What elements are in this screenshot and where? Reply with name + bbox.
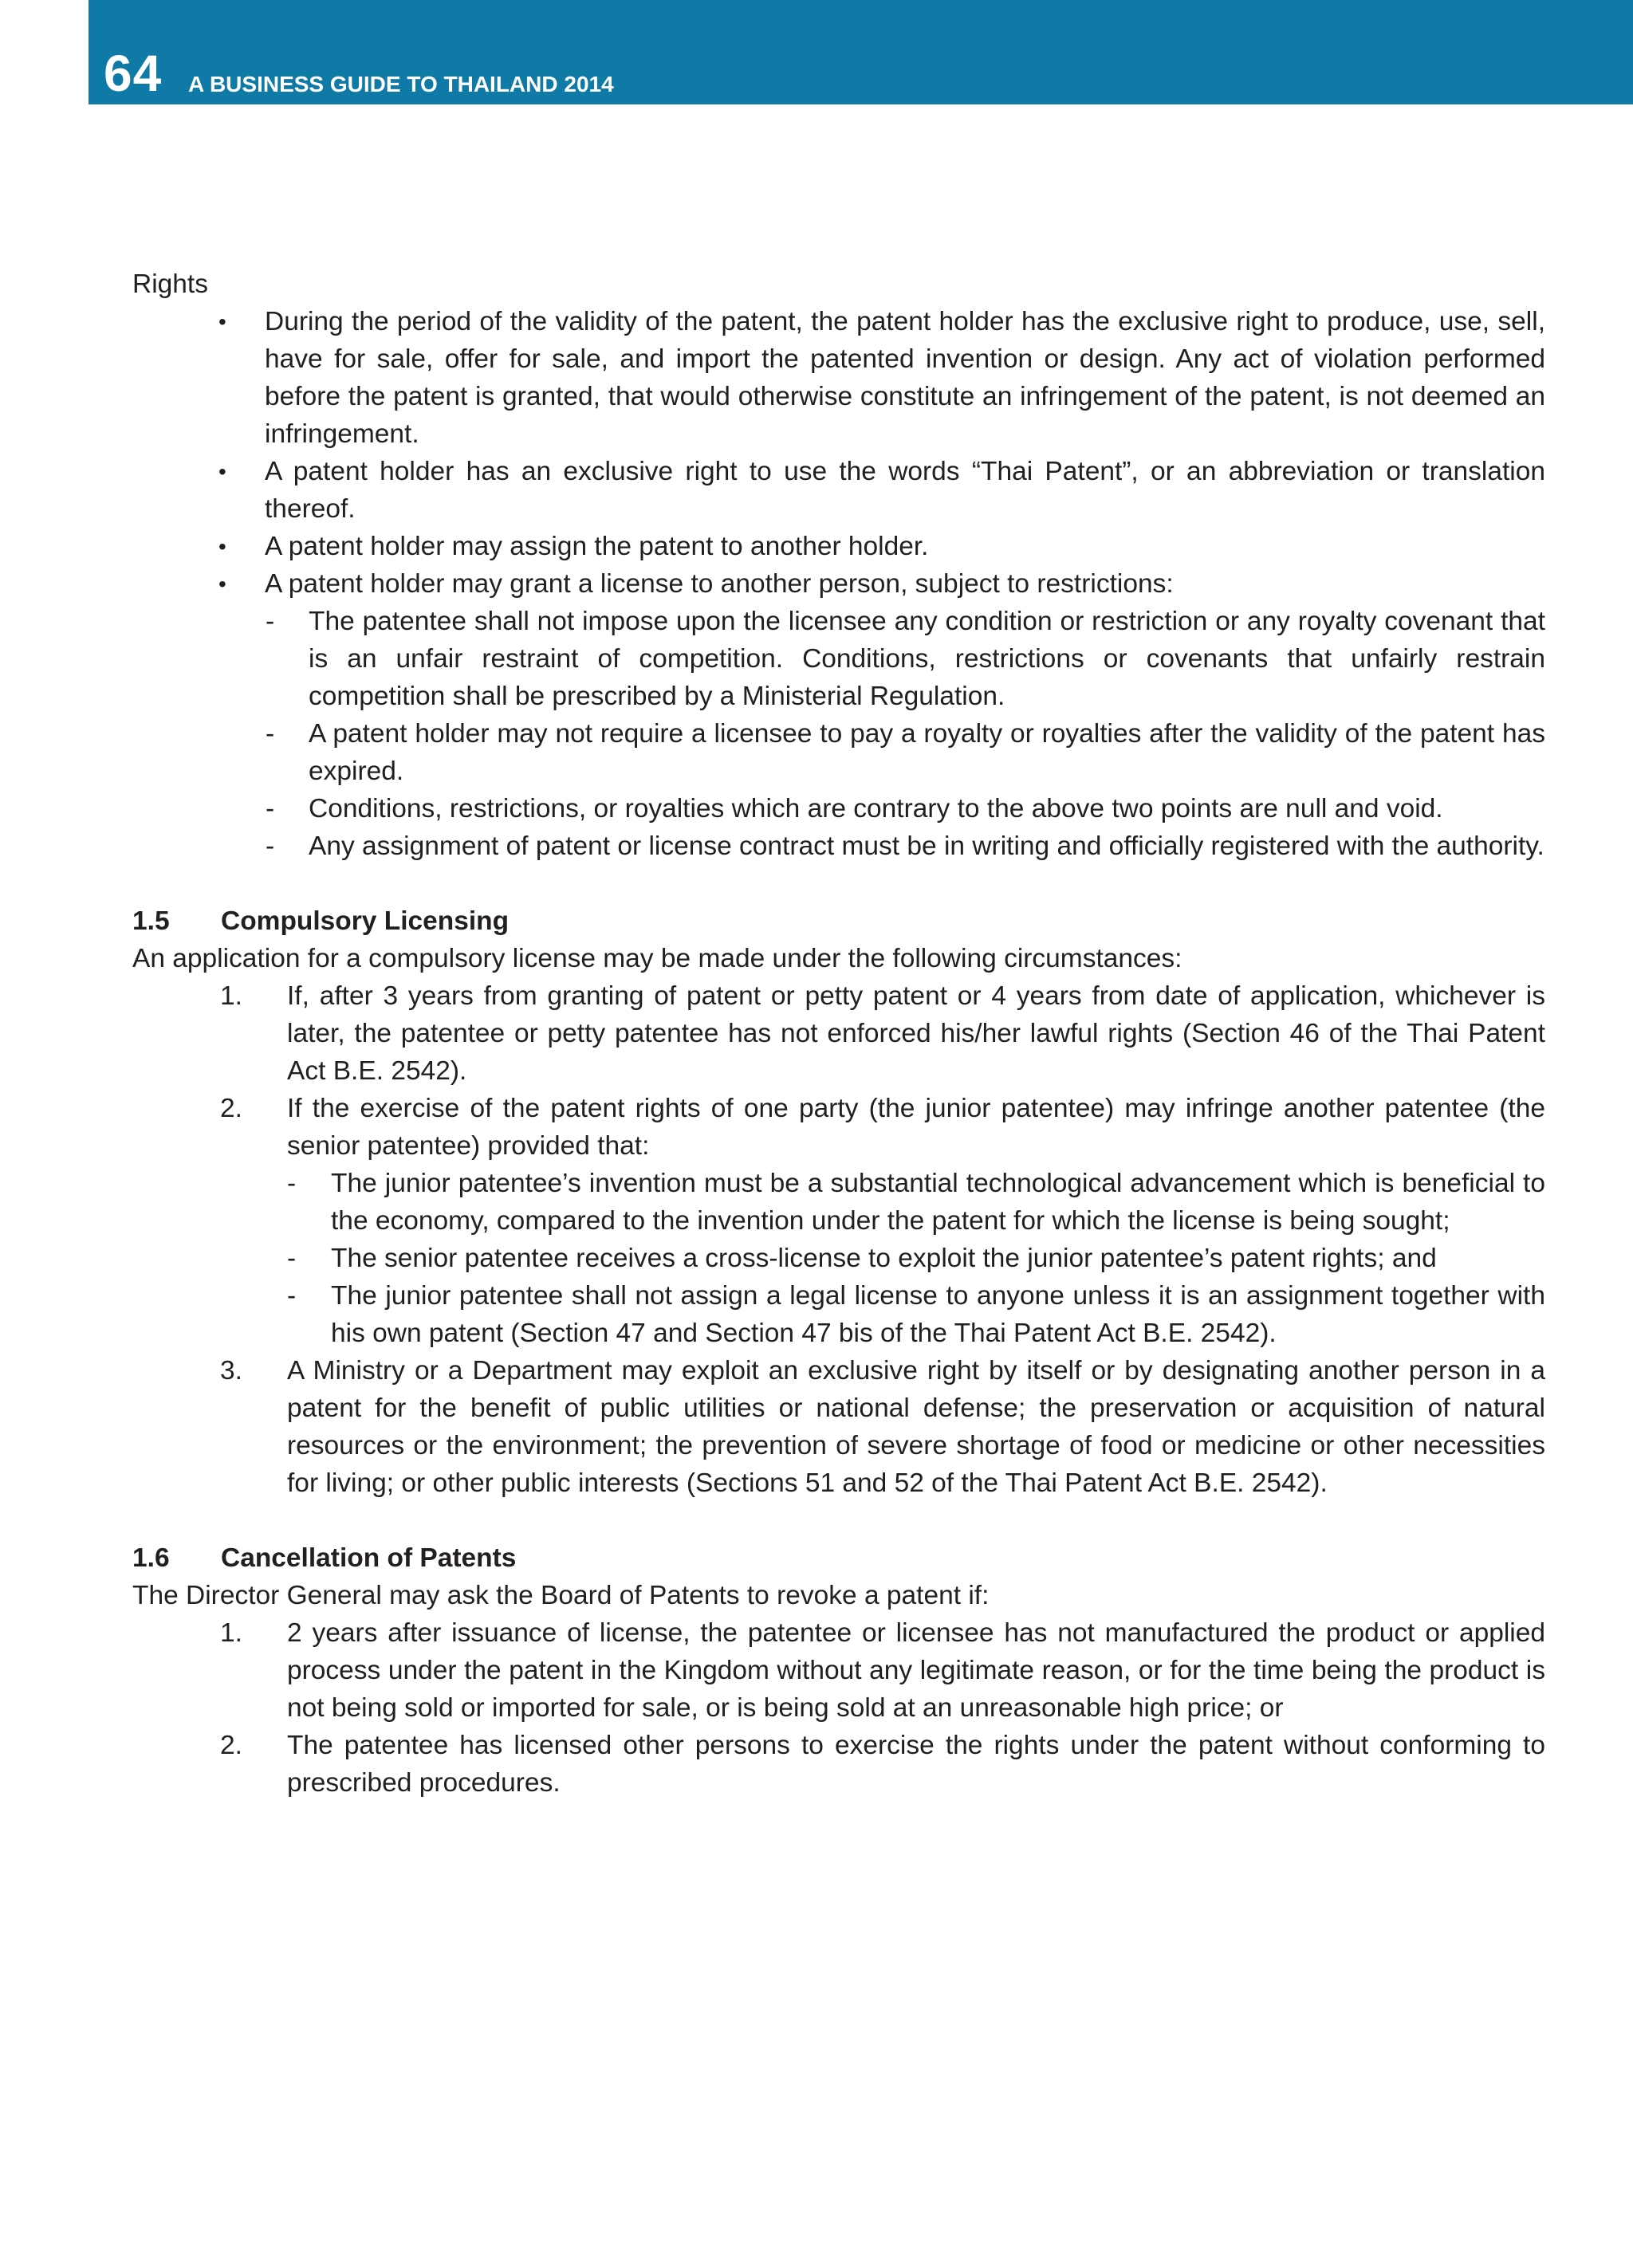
dash-mark: - bbox=[266, 794, 275, 823]
dash-mark: - bbox=[287, 1169, 297, 1198]
numbered-item-text: If, after 3 years from granting of patent or petty patent or 4 years from date of application, whichever is later, the patentee or petty patentee has not enforced his/her lawful rights (Section 46 of the Thai Patent Act B.E. 2542). bbox=[287, 981, 1545, 1086]
list-item-text: A patent holder has an exclusive right to use the words “Thai Patent”, or an abbreviation or translation thereof. bbox=[265, 457, 1545, 524]
bullet-mark: • bbox=[218, 459, 226, 484]
list-item bbox=[132, 528, 1545, 565]
section-heading-cancellation-of-patents bbox=[132, 1539, 1545, 1577]
dash-mark: - bbox=[266, 607, 275, 636]
sub-list-item-text: Any assignment of patent or license contract must be in writing and officially registered with the authority. bbox=[309, 831, 1544, 861]
page-number: 64 bbox=[104, 45, 163, 102]
sub-list-item bbox=[132, 603, 1545, 715]
rights-heading: Rights bbox=[132, 269, 208, 299]
section-title: Compulsory Licensing bbox=[221, 906, 510, 936]
sub-list-item bbox=[132, 1240, 1545, 1277]
numbered-item bbox=[132, 1090, 1545, 1165]
sub-list-item bbox=[132, 790, 1545, 827]
sub-list-item bbox=[132, 1277, 1545, 1352]
sub-list-item-text: The junior patentee’s invention must be a substantial technological advancement which is beneficial to the economy, compared to the invention under the patent for which the license is being sought; bbox=[331, 1169, 1545, 1236]
numbered-item-text: A Ministry or a Department may exploit an exclusive right by itself or by designating another person in a patent for the benefit of public utilities or national defense; the preservation or acquisition of natural resources or the environment; the prevention of severe shortage of food or medicine or other necessities for living; or other public interests (Sections 51 and 52 of the Thai Patent Act B.E. 2542). bbox=[287, 1356, 1545, 1498]
dash-mark: - bbox=[266, 719, 275, 749]
bullet-mark: • bbox=[218, 534, 226, 559]
item-number: 1. bbox=[220, 1618, 242, 1648]
sub-list-item bbox=[132, 827, 1545, 865]
item-number: 3. bbox=[220, 1356, 242, 1386]
list-item bbox=[132, 453, 1545, 528]
list-item-text: A patent holder may assign the patent to another holder. bbox=[265, 532, 929, 561]
dash-mark: - bbox=[287, 1281, 297, 1311]
numbered-item-text: The patentee has licensed other persons to exercise the rights under the patent without conforming to prescribed procedures. bbox=[287, 1731, 1545, 1798]
item-number: 2. bbox=[220, 1731, 242, 1760]
sub-list-item-text: Conditions, restrictions, or royalties which are contrary to the above two points are null and void. bbox=[309, 794, 1443, 823]
numbered-item bbox=[132, 1614, 1545, 1727]
sub-list-item-text: A patent holder may not require a licensee to pay a royalty or royalties after the validity of the patent has expired. bbox=[309, 719, 1545, 786]
section-number: 1.5 bbox=[132, 906, 170, 936]
sub-list-item bbox=[132, 1165, 1545, 1240]
numbered-item bbox=[132, 1727, 1545, 1802]
sub-list-item-text: The patentee shall not impose upon the licensee any condition or restriction or any royalty covenant that is an unfair restraint of competition. Conditions, restrictions or covenants that unfairly restrain competition shall be prescribed by a Ministerial Regulation. bbox=[309, 607, 1545, 711]
numbered-item-text: 2 years after issuance of license, the patentee or licensee has not manufactured the product or applied process under the patent in the Kingdom without any legitimate reason, or for the time being the product is not being sold or imported for sale, or is being sold at an unreasonable high price; or bbox=[287, 1618, 1545, 1723]
bullet-mark: • bbox=[218, 572, 226, 596]
sub-list-item bbox=[132, 715, 1545, 790]
section-intro: An application for a compulsory license may be made under the following circumstances: bbox=[132, 944, 1182, 973]
section-number: 1.6 bbox=[132, 1543, 170, 1573]
section-heading-compulsory-licensing bbox=[132, 902, 1545, 940]
sub-list-item-text: The junior patentee shall not assign a legal license to anyone unless it is an assignment together with his own patent (Section 47 and Section 47 bis of the Thai Patent Act B.E. 2542). bbox=[331, 1281, 1545, 1348]
numbered-item bbox=[132, 977, 1545, 1090]
running-header-title: A BUSINESS GUIDE TO THAILAND 2014 bbox=[188, 72, 614, 96]
list-item bbox=[132, 565, 1545, 603]
bullet-mark: • bbox=[218, 309, 226, 334]
dash-mark: - bbox=[287, 1244, 297, 1273]
numbered-item bbox=[132, 1352, 1545, 1502]
section-intro: The Director General may ask the Board of Patents to revoke a patent if: bbox=[132, 1581, 990, 1610]
page-content bbox=[132, 265, 1545, 1802]
list-item-text: A patent holder may grant a license to another person, subject to restrictions: bbox=[265, 569, 1174, 599]
section-title: Cancellation of Patents bbox=[221, 1543, 517, 1573]
list-item-text: During the period of the validity of the patent, the patent holder has the exclusive right to produce, use, sell, have for sale, offer for sale, and import the patented invention or design. Any act of violation performed before the patent is granted, that would otherwise constitute an infringement of the patent, is not deemed an infringement. bbox=[265, 307, 1545, 449]
numbered-item-text: If the exercise of the patent rights of one party (the junior patentee) may infringe another patentee (the senior patentee) provided that: bbox=[287, 1094, 1545, 1161]
item-number: 2. bbox=[220, 1094, 242, 1123]
sub-list-item-text: The senior patentee receives a cross-license to exploit the junior patentee’s patent rights; and bbox=[331, 1244, 1437, 1273]
dash-mark: - bbox=[266, 831, 275, 861]
item-number: 1. bbox=[220, 981, 242, 1011]
list-item bbox=[132, 303, 1545, 453]
